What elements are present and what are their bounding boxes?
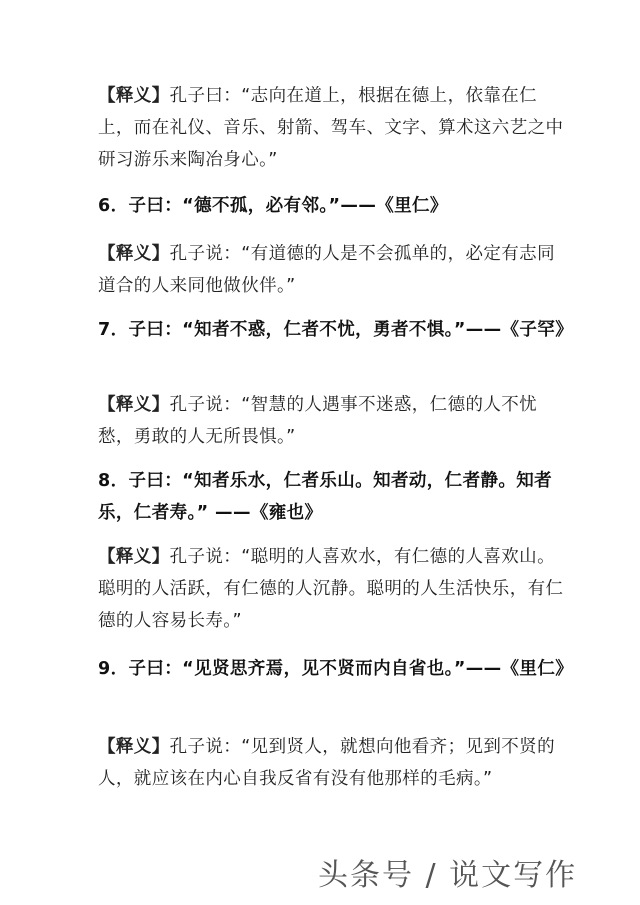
explanation-paragraph — [98, 80, 568, 176]
explanation-paragraph — [98, 541, 568, 637]
explanation-paragraph — [98, 731, 568, 795]
quote-heading — [98, 465, 568, 529]
explanation-text: 孔子说：“有道德的人是不会孤单的，必定有志同道合的人来同他做伙伴。” — [98, 244, 555, 296]
explanation-text: 孔子说：“智慧的人遇事不迷惑，仁德的人不忧愁，勇敢的人无所畏惧。” — [98, 395, 538, 447]
quote-text: 8．子曰：“知者乐水，仁者乐山。知者动，仁者静。知者乐，仁者寿。” ——《雍也》 — [98, 471, 553, 523]
explanation-label: 【释义】 — [98, 737, 170, 757]
quote-text: 7．子曰：“知者不惑，仁者不忧，勇者不惧。”——《子罕》 — [98, 320, 574, 340]
watermark: 头条号 / 说文写作 — [318, 858, 578, 893]
explanation-text: 孔子说：“聪明的人喜欢水，有仁德的人喜欢山。聪明的人活跃，有仁德的人沉静。聪明的人生活快乐，有仁德的人容易长寿。” — [98, 547, 564, 631]
explanation-text: 孔子说：“见到贤人，就想向他看齐；见到不贤的人，就应该在内心自我反省有没有他那样的毛病。” — [98, 737, 555, 789]
explanation-label: 【释义】 — [98, 244, 170, 264]
explanation-text: 孔子曰：“志向在道上，根据在德上，依靠在仁上，而在礼仪、音乐、射箭、驾车、文字、算术这六艺之中研习游乐来陶冶身心。” — [98, 86, 564, 170]
quote-heading — [98, 314, 574, 346]
quote-text: 9．子曰：“见贤思齐焉，见不贤而内自省也。”——《里仁》 — [98, 659, 574, 679]
quote-text: 6．子曰：“德不孤，必有邻。”——《里仁》 — [98, 196, 448, 216]
quote-heading — [98, 653, 574, 685]
explanation-paragraph — [98, 238, 568, 302]
explanation-label: 【释义】 — [98, 547, 170, 567]
quote-heading — [98, 190, 568, 222]
explanation-paragraph — [98, 389, 568, 453]
explanation-label: 【释义】 — [98, 395, 170, 415]
explanation-label: 【释义】 — [98, 86, 170, 106]
